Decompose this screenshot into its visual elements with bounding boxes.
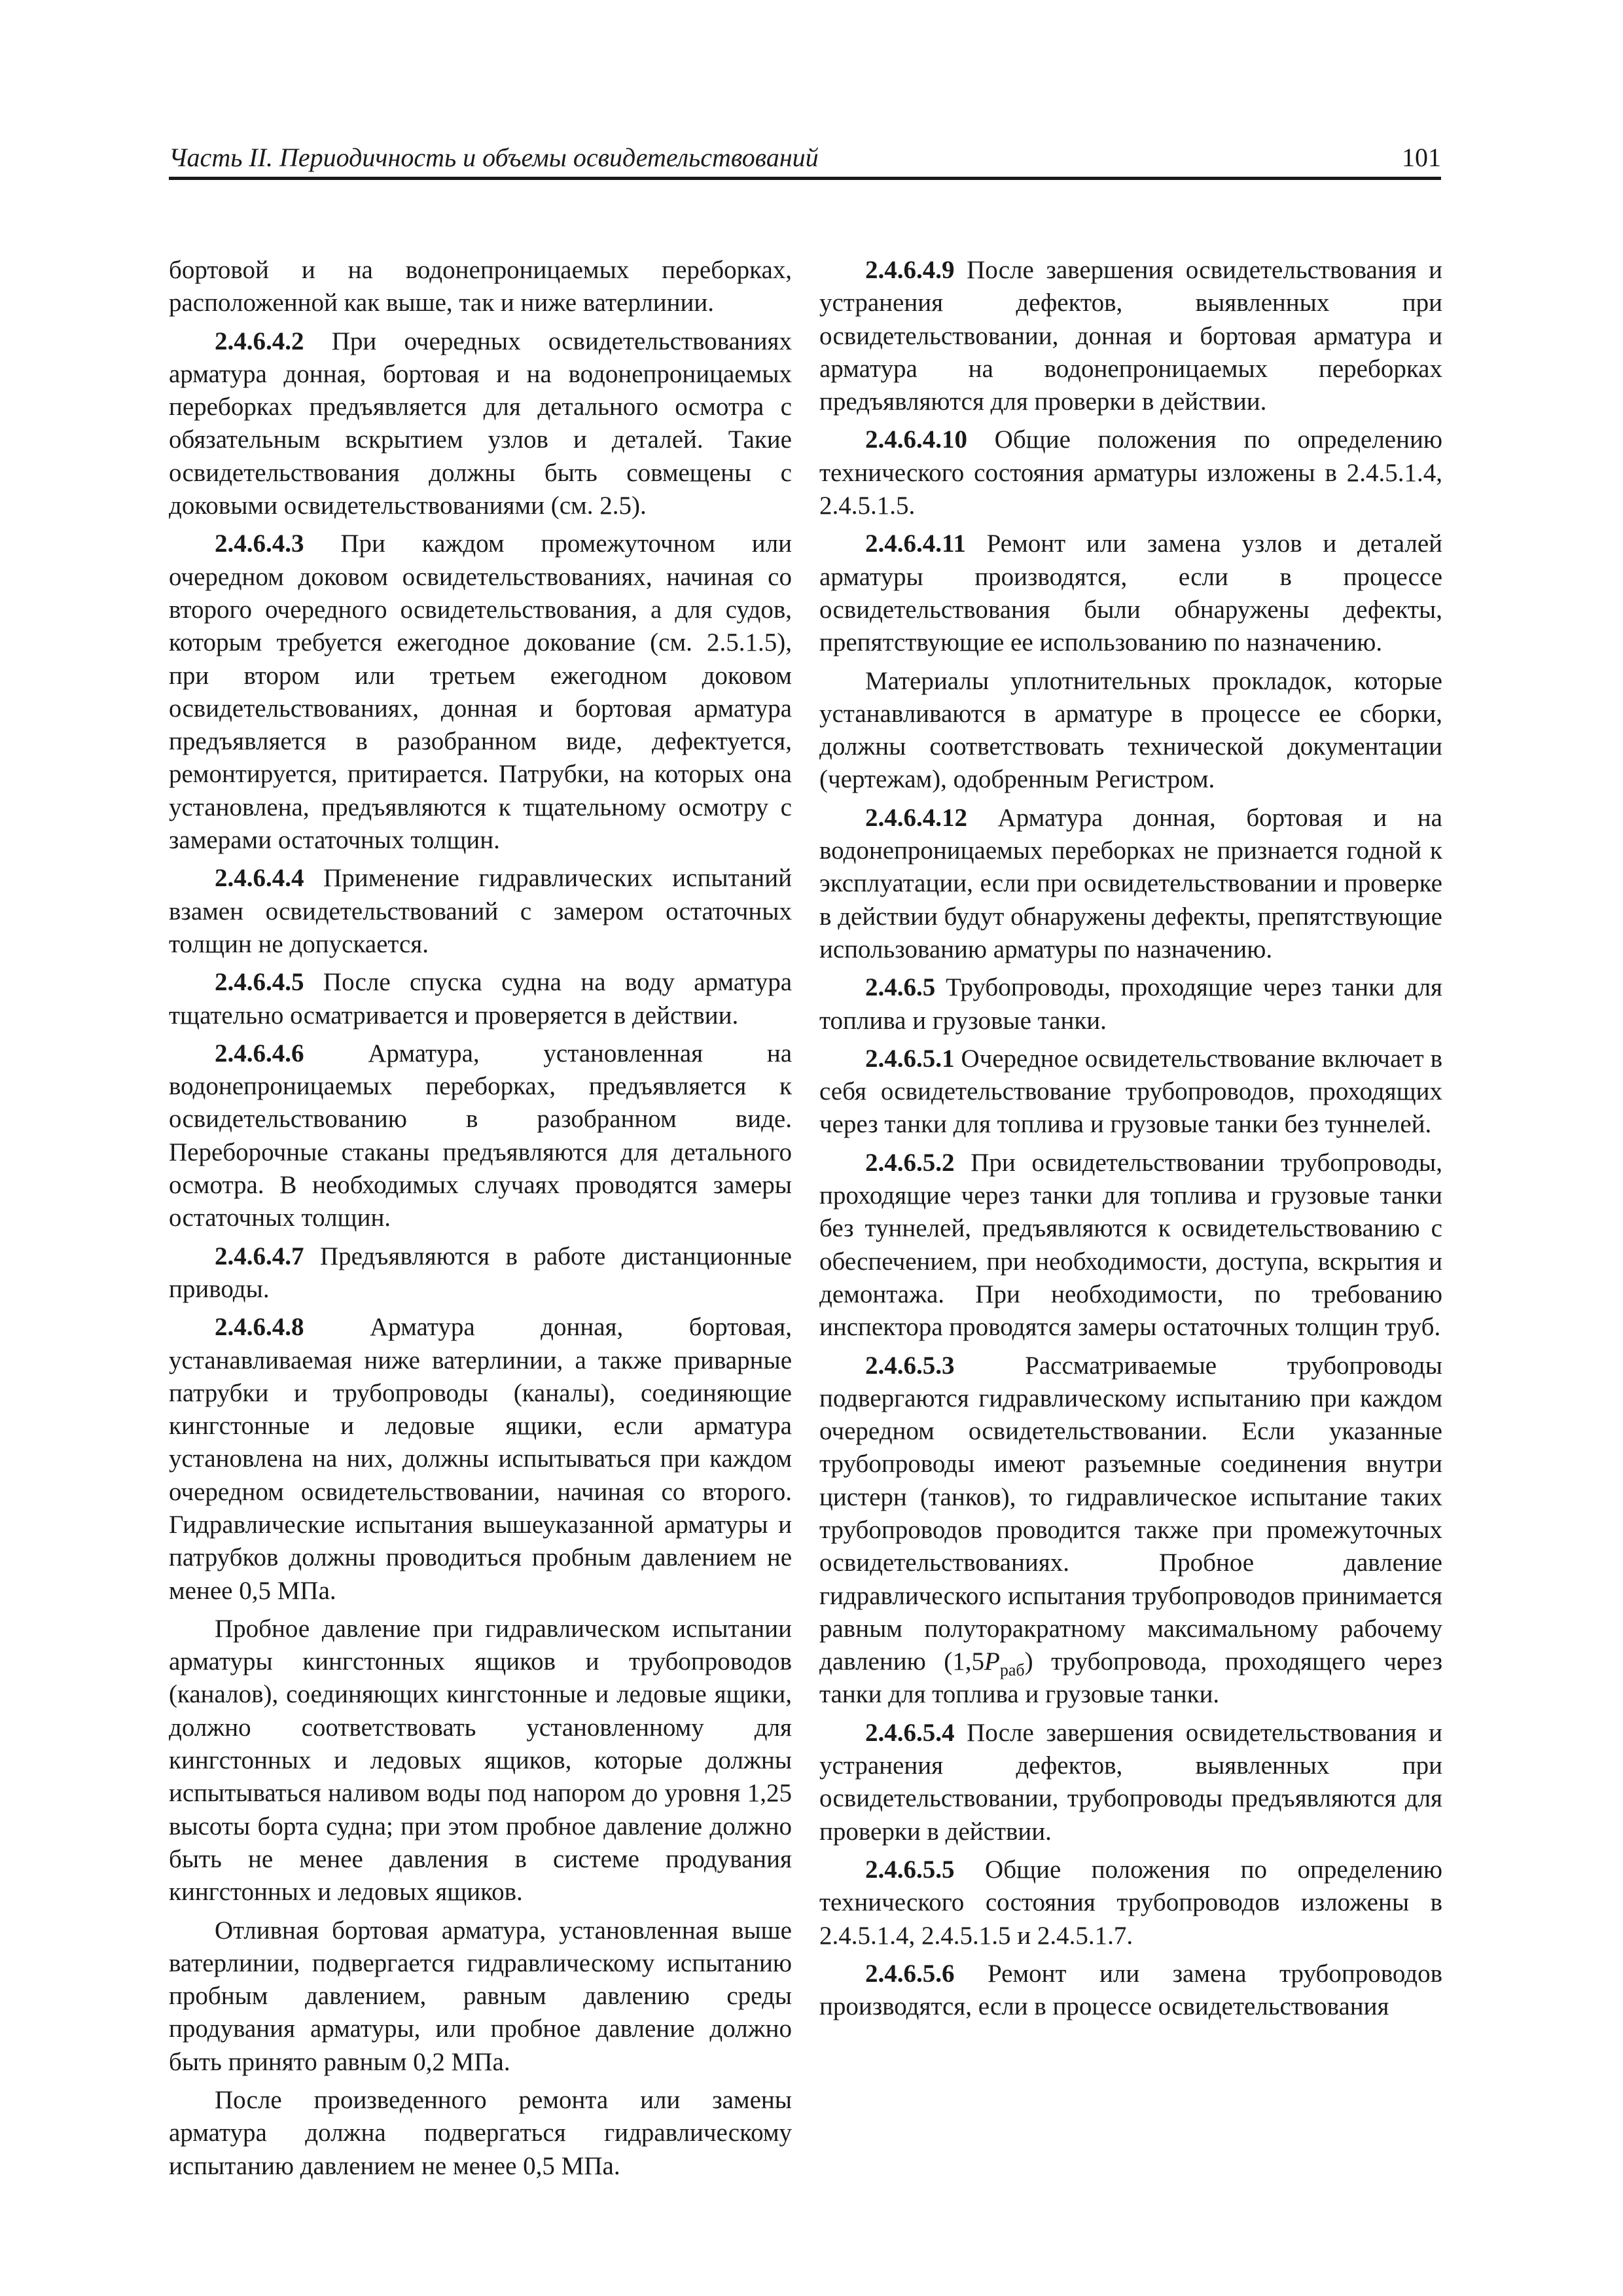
left-column: [169, 254, 792, 2188]
paragraph: [169, 2084, 792, 2183]
paragraph: [169, 254, 792, 320]
paragraph: [819, 971, 1442, 1037]
clause-number: 2.4.6.4.11: [865, 529, 966, 558]
clause-number: 2.4.6.4.10: [865, 425, 967, 454]
paragraph-text: Пробное давление при гидравлическом испытании арматуры кингстонных ящиков и трубопроводов (каналов), соединяющих кингстонные и ледовые ящики, должно соответствовать установленному для кингстонных и ледовых ящиков, которые должны испытываться наливом воды под напором до уровня 1,25 высоты борта судна; при этом пробное давление должно быть не менее давления в системе продувания кингстонных и ледовых ящиков.: [169, 1614, 792, 1907]
paragraph-text: Отливная бортовая арматура, установленная выше ватерлинии, подвергается гидравлическому испытанию пробным давлением, равным давлению среды продувания арматуры, или пробное давление должно быть принято равным 0,2 МПа.: [169, 1916, 792, 2076]
paragraph-text: При освидетельствовании трубопроводы, проходящие через танки для топлива и грузовые танки без туннелей, предъявляются к освидетельствованию с обеспечением, при необходимости, доступа, вскрытия и демонтажа. При необходимости, по требованию инспектора проводятся замеры остаточных толщин труб.: [819, 1148, 1442, 1342]
clause-number: 2.4.6.4.12: [865, 803, 967, 832]
paragraph-text: После завершения освидетельствования и устранения дефектов, выявленных при освидетельствовании, трубопроводы предъявляются для проверки в действии.: [819, 1718, 1442, 1846]
paragraph: [169, 862, 792, 961]
clause-number: 2.4.6.4.3: [215, 529, 304, 558]
right-column: [819, 254, 1442, 2028]
paragraph: [819, 1043, 1442, 1141]
page-number: 101: [1402, 143, 1441, 172]
paragraph: [819, 1717, 1442, 1848]
paragraph-text: Очередное освидетельствование включает в себя освидетельствование трубопроводов, проходящих через танки для топлива и грузовые танки без туннелей.: [819, 1044, 1442, 1139]
paragraph-text-after: ) трубопровода, проходящего через танки для топлива и грузовые танки.: [819, 1647, 1442, 1709]
paragraph: [169, 1914, 792, 2079]
paragraph: [169, 528, 792, 857]
formula-variable: P: [984, 1647, 1000, 1676]
paragraph: [819, 1854, 1442, 1952]
clause-number: 2.4.6.5.6: [865, 1959, 955, 1988]
paragraph-text: После завершения освидетельствования и устранения дефектов, выявленных при освидетельствовании, донная и бортовая арматура и арматура на водонепроницаемых переборках предъявляются для проверки в действии.: [819, 256, 1442, 416]
paragraph: [819, 1958, 1442, 2024]
clause-number: 2.4.6.5.4: [865, 1718, 955, 1747]
formula-subscript: раб: [999, 1660, 1025, 1679]
paragraph: [819, 1147, 1442, 1344]
paragraph: [819, 528, 1442, 659]
paragraph-text: При очередных освидетельствованиях арматура донная, бортовая и на водонепроницаемых переборках предъявляется для детального осмотра с обязательным вскрытием узлов и деталей. Такие освидетельствования должны быть совмещены с доковыми освидетельствованиями (см. 2.5).: [169, 327, 792, 520]
clause-number: 2.4.6.5.3: [865, 1351, 955, 1380]
paragraph-text: При каждом промежуточном или очередном доковом освидетельствованиях, начиная со второго очередного освидетельствования, а для судов, которым требуется ежегодное докование (см. 2.5.1.5), при втором или третьем ежегодном доковом освидетельствованиях, донная и бортовая арматура предъявляется в разобранном виде, дефектуется, ремонтируется, притирается. Патрубки, на которых она установлена, предъявляются к тщательному осмотру с замерами остаточных толщин.: [169, 529, 792, 855]
clause-number: 2.4.6.4.7: [215, 1242, 304, 1270]
clause-number: 2.4.6.4.4: [215, 864, 304, 893]
paragraph-text: Материалы уплотнительных прокладок, которые устанавливаются в арматуре в процессе ее сборки, должны соответствовать технической документации (чертежам), одобренным Регистром.: [819, 666, 1442, 794]
paragraph: [819, 802, 1442, 966]
paragraph: [169, 325, 792, 523]
paragraph-text: Предъявляются в работе дистанционные приводы.: [169, 1242, 792, 1303]
paragraph-text: После произведенного ремонта или замены арматура должна подвергаться гидравлическому испытанию давлением не менее 0,5 МПа.: [169, 2086, 792, 2180]
paragraph-text: Рассматриваемые трубопроводы подвергаются гидравлическому испытанию при каждом очередном освидетельствовании. Если указанные трубопроводы имеют разъемные соединения внутри цистерн (танков), то гидравлическое испытание таких трубопроводов проводится также при промежуточных освидетельствованиях. Пробное давление гидравлического испытания трубопроводов принимается равным полуторакратному максимальному рабочему давлению (1,5: [819, 1351, 1442, 1676]
clause-number: 2.4.6.4.9: [865, 256, 955, 284]
paragraph-text: Ремонт или замена трубопроводов производятся, если в процессе освидетельствования: [819, 1959, 1442, 2021]
paragraph: [169, 1613, 792, 1909]
clause-number: 2.4.6.5.2: [865, 1148, 955, 1177]
paragraph: [819, 1350, 1442, 1712]
paragraph-text: бортовой и на водонепроницаемых переборках, расположенной как выше, так и ниже ватерлинии.: [169, 256, 792, 317]
paragraph: [819, 423, 1442, 522]
paragraph: [819, 665, 1442, 797]
header-title: Часть II. Периодичность и объемы освидетельствований: [169, 143, 819, 172]
clause-number: 2.4.6.5.5: [865, 1855, 955, 1884]
clause-number: 2.4.6.4.6: [215, 1039, 304, 1067]
paragraph-text: Общие положения по определению технического состояния арматуры изложены в 2.4.5.1.4, 2.4.5.1.5.: [819, 425, 1442, 520]
clause-number: 2.4.6.4.2: [215, 327, 304, 355]
clause-number: 2.4.6.5.1: [865, 1044, 955, 1073]
paragraph-text: Трубопроводы, проходящие через танки для топлива и грузовые танки.: [819, 973, 1442, 1035]
paragraph-text: Ремонт или замена узлов и деталей арматуры производятся, если в процессе освидетельствования были обнаружены дефекты, препятствующие ее использованию по назначению.: [819, 529, 1442, 657]
clause-number: 2.4.6.4.8: [215, 1313, 304, 1342]
paragraph: [819, 254, 1442, 418]
paragraph: [169, 966, 792, 1032]
running-header: [169, 139, 1441, 180]
paragraph-text: Общие положения по определению технического состояния трубопроводов изложены в 2.4.5.1.4, 2.4.5.1.5 и 2.4.5.1.7.: [819, 1855, 1442, 1950]
paragraph: [169, 1037, 792, 1235]
paragraph-text: Арматура донная, бортовая, устанавливаемая ниже ватерлинии, а также приварные патрубки и трубопроводы (каналы), соединяющие кингстонные и ледовые ящики, если арматура установлена на них, должны испытываться при каждом очередном освидетельствовании, начиная со второго. Гидравлические испытания вышеуказанной арматуры и патрубков должны проводиться пробным давлением не менее 0,5 МПа.: [169, 1313, 792, 1605]
clause-number: 2.4.6.5: [865, 973, 936, 1002]
paragraph-text: Применение гидравлических испытаний взамен освидетельствований с замером остаточных толщин не допускается.: [169, 864, 792, 958]
paragraph: [169, 1311, 792, 1607]
paragraph: [169, 1240, 792, 1306]
clause-number: 2.4.6.4.5: [215, 968, 304, 997]
paragraph-text: Арматура, установленная на водонепроницаемых переборках, предъявляется к освидетельствованию в разобранном виде. Переборочные стаканы предъявляются для детального осмотра. В необходимых случаях проводятся замеры остаточных толщин.: [169, 1039, 792, 1232]
paragraph-text: Арматура донная, бортовая и на водонепроницаемых переборках не признается годной к эксплуатации, если при освидетельствовании и проверке в действии будут обнаружены дефекты, препятствующие использованию арматуры по назначению.: [819, 803, 1442, 963]
paragraph-text: После спуска судна на воду арматура тщательно осматривается и проверяется в действии.: [169, 968, 792, 1030]
